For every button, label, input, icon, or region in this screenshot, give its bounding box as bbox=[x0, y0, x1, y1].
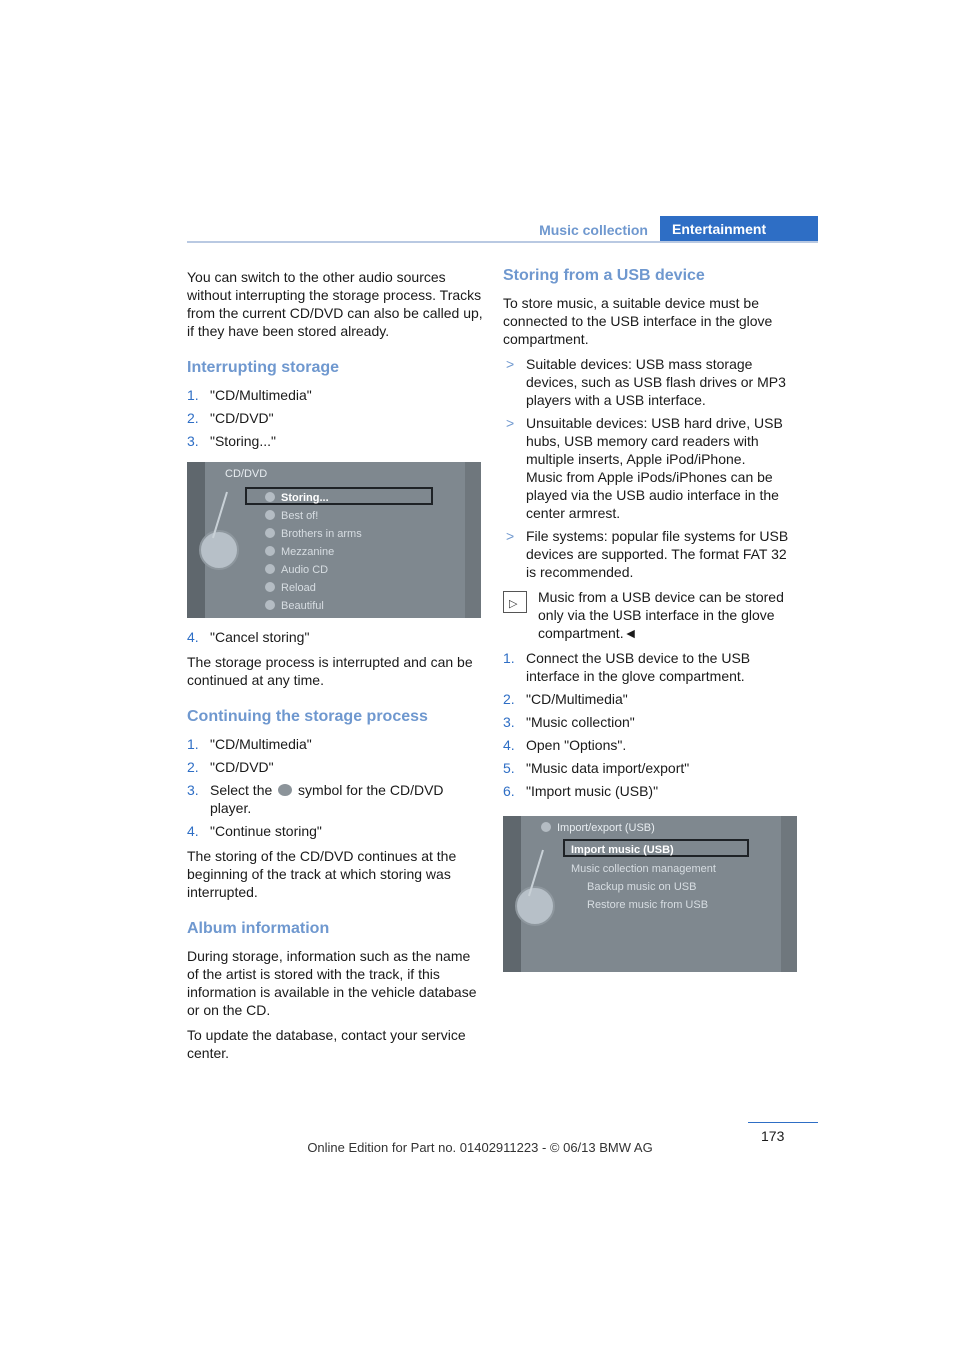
chapter-tab: Entertainment bbox=[660, 216, 818, 243]
step-number: 3. bbox=[503, 714, 515, 730]
disc-icon bbox=[265, 546, 275, 556]
step-number: 1. bbox=[503, 650, 515, 666]
footer-edition: Online Edition for Part no. 01402911223 - © 06/13 BMW AG bbox=[307, 1140, 653, 1155]
bullet-text: Unsuitable devices: USB hard drive, USB hubs, USB memory card readers with multiple inserts, Apple iPod/iPhone. bbox=[526, 415, 783, 467]
continue-result: The storing of the CD/DVD continues at the beginning of the track at which storing was interrupted. bbox=[187, 848, 457, 900]
disc-icon bbox=[265, 492, 275, 502]
step-text: Connect the USB device to the USB interface in the glove compartment. bbox=[526, 650, 751, 684]
step-text: "Import music (USB)" bbox=[526, 783, 659, 799]
header-rule bbox=[187, 241, 818, 243]
step-number: 1. bbox=[187, 387, 199, 403]
menu-item-label: Import music (USB) bbox=[571, 844, 674, 856]
step-item bbox=[503, 649, 799, 685]
step-number: 6. bbox=[503, 783, 515, 799]
intro-paragraph: You can switch to the other audio sources without interrupting the storage process. Tracks from the current CD/DVD can also be called up, if they have been stored already. bbox=[187, 269, 483, 339]
step-number: 3. bbox=[187, 433, 199, 449]
bullet-item bbox=[503, 355, 799, 409]
screen-title-label: Import/export (USB) bbox=[557, 822, 655, 834]
cd-dvd-screenshot bbox=[187, 462, 481, 618]
step-text: Select the bbox=[210, 782, 277, 798]
menu-item bbox=[265, 543, 334, 561]
menu-item bbox=[265, 561, 328, 579]
bullet-text: File systems: popular file systems for USB devices are supported. The format FAT 32 is recommended. bbox=[526, 528, 789, 580]
step-item bbox=[187, 781, 483, 817]
step-item bbox=[187, 628, 483, 646]
disc-icon bbox=[265, 564, 275, 574]
step-text: "CD/Multimedia" bbox=[210, 736, 312, 752]
bullet-arrow-icon: > bbox=[506, 528, 515, 544]
menu-item bbox=[265, 525, 362, 543]
usb-intro: To store music, a suitable device must be connected to the USB interface in the glove compartment. bbox=[503, 295, 773, 347]
menu-item-label: Audio CD bbox=[281, 564, 329, 576]
step-item bbox=[187, 735, 483, 753]
screen-edge bbox=[465, 462, 481, 618]
step-text: "CD/Multimedia" bbox=[526, 691, 628, 707]
step-number: 4. bbox=[503, 737, 515, 753]
step-item bbox=[503, 690, 799, 708]
menu-item-label: Best of! bbox=[281, 510, 319, 522]
menu-item bbox=[265, 579, 316, 597]
menu-item-label: Mezzanine bbox=[281, 546, 335, 558]
step-item bbox=[503, 759, 799, 777]
step-text: "Continue storing" bbox=[210, 823, 322, 839]
step-text: "Cancel storing" bbox=[210, 629, 310, 645]
note-text: Music from a USB device can be stored only via the USB interface in the glove compartment. bbox=[538, 589, 784, 641]
disc-icon bbox=[265, 582, 275, 592]
bullet-item bbox=[503, 414, 799, 522]
step-text: symbol for the CD/DVD player. bbox=[210, 782, 444, 816]
right-column bbox=[503, 266, 799, 982]
page-number: 173 bbox=[761, 1128, 785, 1144]
step-item bbox=[187, 409, 483, 427]
disc-icon bbox=[265, 510, 275, 520]
interrupt-steps bbox=[187, 386, 483, 450]
step-text: "CD/DVD" bbox=[210, 759, 274, 775]
controller-knob bbox=[199, 530, 239, 570]
menu-item-import-music bbox=[571, 841, 674, 859]
menu-item-label: Backup music on USB bbox=[587, 881, 697, 893]
step-number: 1. bbox=[187, 736, 199, 752]
disc-icon bbox=[265, 528, 275, 538]
bullet-item bbox=[503, 527, 799, 581]
left-column bbox=[187, 268, 483, 1069]
menu-item bbox=[265, 507, 318, 525]
screen-title: CD/DVD bbox=[225, 468, 268, 480]
cd-dvd-player-icon bbox=[278, 784, 292, 796]
step-number: 3. bbox=[187, 782, 199, 798]
step-number: 4. bbox=[187, 629, 199, 645]
menu-item bbox=[587, 896, 708, 914]
page-number-rule bbox=[748, 1122, 818, 1123]
step-text: Open "Options". bbox=[526, 737, 627, 753]
menu-item bbox=[571, 860, 716, 878]
usb-icon bbox=[541, 822, 551, 832]
continue-steps bbox=[187, 735, 483, 840]
menu-item-storing bbox=[265, 489, 329, 507]
menu-item bbox=[265, 597, 324, 615]
usb-steps bbox=[503, 649, 799, 800]
bullet-arrow-icon: > bbox=[506, 415, 515, 431]
page-header bbox=[187, 216, 818, 243]
step-item bbox=[503, 782, 799, 800]
note-triangle-icon: ▷ bbox=[503, 591, 527, 613]
controller-knob bbox=[515, 886, 555, 926]
usb-bullets bbox=[503, 355, 799, 581]
end-mark-icon: ◄ bbox=[623, 625, 638, 641]
heading-continuing-storage: Continuing the storage process bbox=[187, 708, 428, 725]
menu-item-label: Brothers in arms bbox=[281, 528, 362, 540]
menu-item-label: Restore music from USB bbox=[587, 899, 709, 911]
note-block bbox=[503, 588, 799, 642]
step-number: 2. bbox=[503, 691, 515, 707]
screen-title bbox=[541, 819, 655, 837]
menu-item-label: Beautiful bbox=[281, 600, 324, 612]
heading-album-information: Album information bbox=[187, 920, 330, 937]
album-paragraph-1: During storage, information such as the name of the artist is stored with the track, if this information is available in the vehicle database or on the CD. bbox=[187, 948, 477, 1018]
step-number: 5. bbox=[503, 760, 515, 776]
step-number: 2. bbox=[187, 410, 199, 426]
usb-import-screenshot bbox=[503, 816, 797, 972]
step-item bbox=[503, 713, 799, 731]
heading-interrupting-storage: Interrupting storage bbox=[187, 359, 340, 376]
menu-item-label: Reload bbox=[281, 582, 316, 594]
step-text: "Music data import/export" bbox=[526, 760, 690, 776]
step-item bbox=[187, 432, 483, 450]
menu-item-label: Storing... bbox=[281, 492, 329, 504]
step-item bbox=[187, 822, 483, 840]
interrupt-step-4 bbox=[187, 628, 483, 646]
section-title: Music collection bbox=[539, 222, 648, 238]
disc-icon bbox=[265, 600, 275, 610]
step-text: "Storing..." bbox=[210, 433, 276, 449]
step-item bbox=[503, 736, 799, 754]
step-text: "Music collection" bbox=[526, 714, 635, 730]
bullet-arrow-icon: > bbox=[506, 356, 515, 372]
bullet-text: Music from Apple iPods/iPhones can be played via the USB audio interface in the center armrest. bbox=[526, 469, 779, 521]
album-paragraph-2: To update the database, contact your service center. bbox=[187, 1027, 466, 1061]
screen-edge bbox=[781, 816, 797, 972]
menu-item bbox=[587, 878, 696, 896]
interrupt-result: The storage process is interrupted and can be continued at any time. bbox=[187, 654, 473, 688]
step-item bbox=[187, 386, 483, 404]
heading-storing-usb: Storing from a USB device bbox=[503, 267, 705, 284]
step-item bbox=[187, 758, 483, 776]
step-text: "CD/DVD" bbox=[210, 410, 274, 426]
step-text: "CD/Multimedia" bbox=[210, 387, 312, 403]
step-number: 4. bbox=[187, 823, 199, 839]
step-number: 2. bbox=[187, 759, 199, 775]
menu-item-label: Music collection management bbox=[571, 863, 716, 875]
bullet-text: Suitable devices: USB mass storage devices, such as USB flash drives or MP3 players with a USB interface. bbox=[526, 356, 786, 408]
